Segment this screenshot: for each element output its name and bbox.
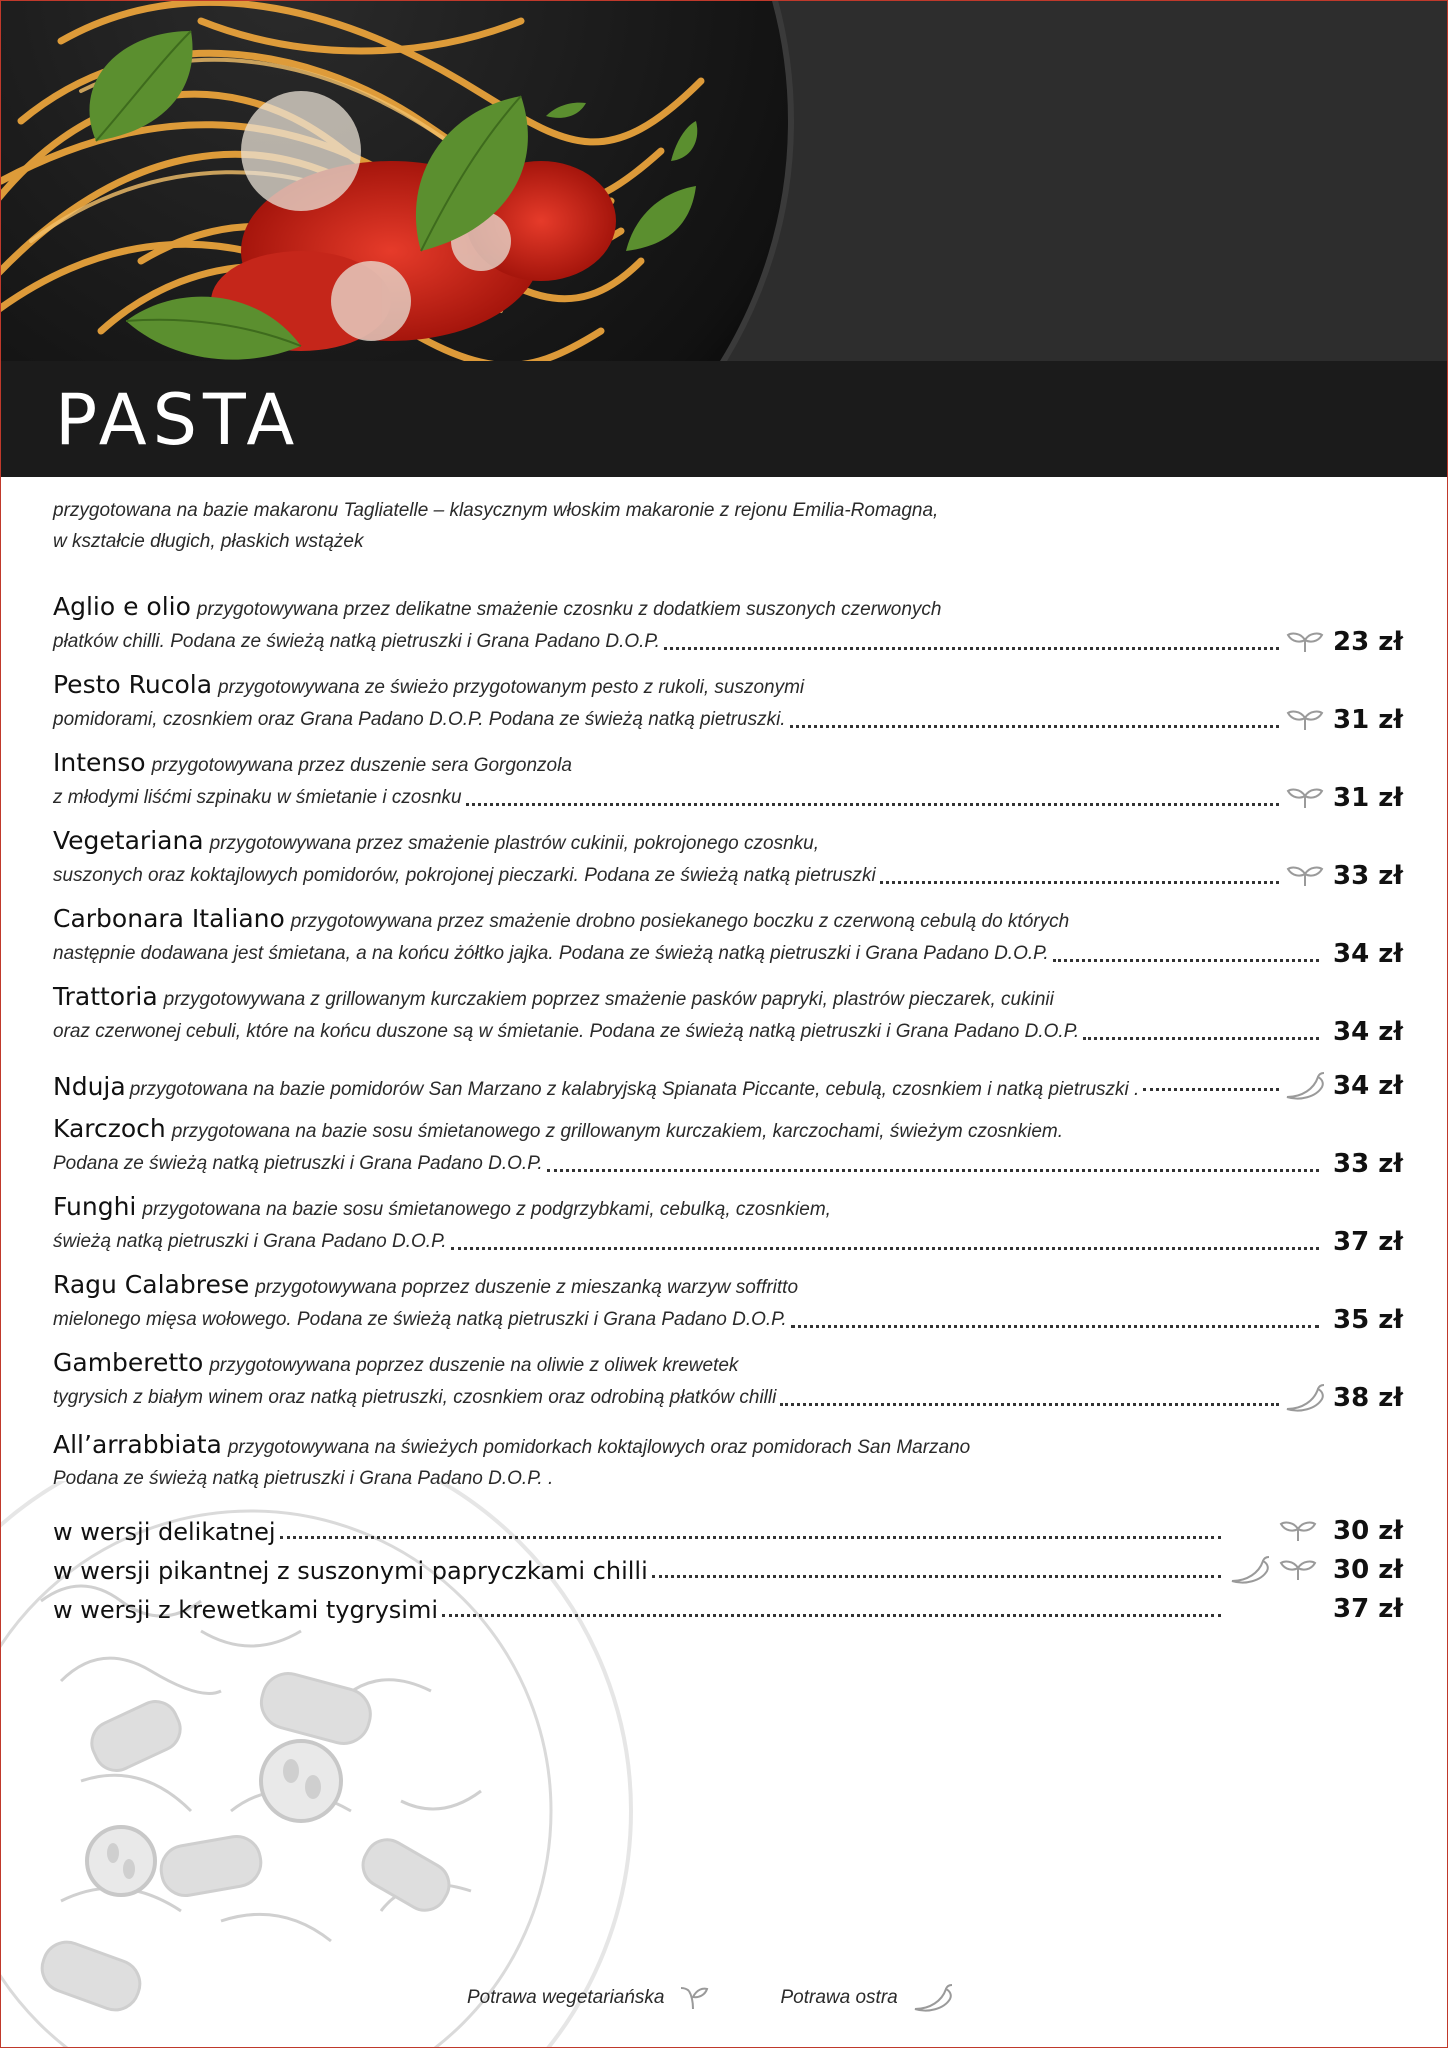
- variant-price: 37 zł: [1332, 1594, 1403, 1624]
- variant-list: [53, 1507, 1403, 1624]
- item-price: 33 zł: [1332, 1149, 1403, 1179]
- item-description: przygotowana na bazie pomidorów San Marzano z kalabryjską Spianata Piccante, cebulą, czosnkiem i natką pietruszki .: [129, 1079, 1140, 1100]
- menu-item: [53, 1111, 1403, 1189]
- leaf-icon: [1286, 864, 1324, 888]
- dot-leader: [791, 1325, 1319, 1328]
- dot-leader: [451, 1247, 1319, 1250]
- leaf-icon: [679, 1985, 709, 2011]
- item-description: przygotowywana poprzez duszenie z mieszanką warzyw soffritto: [255, 1277, 799, 1298]
- item-price: 23 zł: [1332, 627, 1403, 657]
- variant-name: w wersji delikatnej: [53, 1518, 276, 1546]
- chili-icon: [1284, 1071, 1326, 1101]
- menu-item-nduja: [53, 1057, 1403, 1101]
- item-description: przygotowywana z grillowanym kurczakiem poprzez smażenie pasków papryki, plastrów pieczarek, cukinii: [163, 989, 1054, 1010]
- variant-name: w wersji pikantnej z suszonymi papryczkami chilli: [53, 1557, 648, 1585]
- menu-item: [53, 901, 1403, 979]
- legend: [467, 1983, 954, 2013]
- dot-leader: [780, 1403, 1279, 1406]
- item-price: 34 zł: [1332, 939, 1403, 969]
- item-name: Funghi: [53, 1192, 137, 1221]
- variant-row: [53, 1546, 1403, 1585]
- item-description: z młodymi liśćmi szpinaku w śmietanie i czosnku: [53, 787, 462, 808]
- page-title: PASTA: [55, 379, 301, 461]
- item-price: 34 zł: [1332, 1071, 1403, 1101]
- item-description: przygotowywana poprzez duszenie na oliwie z oliwek krewetek: [209, 1355, 739, 1376]
- item-description: płatków chilli. Podana ze świeżą natką pietruszki i Grana Padano D.O.P.: [53, 631, 660, 652]
- item-description: mielonego mięsa wołowego. Podana ze świeżą natką pietruszki i Grana Padano D.O.P.: [53, 1309, 787, 1330]
- item-name: Karczoch: [53, 1114, 166, 1143]
- item-description: Podana ze świeżą natką pietruszki i Grana Padano D.O.P.: [53, 1153, 543, 1174]
- dot-leader: [790, 725, 1279, 728]
- item-name: Aglio e olio: [53, 592, 191, 621]
- dot-leader: [880, 881, 1279, 884]
- dot-leader: [1053, 959, 1319, 962]
- item-description: przygotowywana przez duszenie sera Gorgonzola: [151, 755, 572, 776]
- item-name: Nduja: [53, 1072, 126, 1101]
- pasta-photo: [1, 1, 1448, 361]
- item-name: All’arrabbiata: [53, 1430, 222, 1459]
- item-name: Carbonara Italiano: [53, 904, 285, 933]
- leaf-icon: [1279, 1558, 1317, 1582]
- item-description: następnie dodawana jest śmietana, a na końcu żółtko jajka. Podana ze świeżą natką pietruszki i Grana Padano D.O.P.: [53, 943, 1049, 964]
- dot-leader: [280, 1536, 1221, 1539]
- variant-row: [53, 1507, 1403, 1546]
- menu-items: [53, 589, 1403, 1423]
- leaf-icon: [1286, 630, 1324, 654]
- menu-item: [53, 1189, 1403, 1267]
- item-name: Ragu Calabrese: [53, 1270, 250, 1299]
- chili-icon: [912, 1983, 954, 2013]
- item-name: Pesto Rucola: [53, 670, 213, 699]
- leaf-icon: [1279, 1519, 1317, 1543]
- item-description: oraz czerwonej cebuli, które na końcu duszone są w śmietanie. Podana ze świeżą natką pietruszki i Grana Padano D.O.P.: [53, 1021, 1080, 1042]
- item-price: 31 zł: [1332, 705, 1403, 735]
- menu-item: [53, 745, 1403, 823]
- menu-item: [53, 589, 1403, 667]
- variant-price: 30 zł: [1332, 1516, 1403, 1546]
- dot-leader: [652, 1575, 1221, 1578]
- item-description: przygotowywana przez smażenie drobno posiekanego boczku z czerwoną cebulą do których: [290, 911, 1070, 932]
- dot-leader: [442, 1614, 1221, 1617]
- intro-text: [53, 495, 1253, 557]
- item-description: przygotowywana przez delikatne smażenie czosnku z dodatkiem suszonych czerwonych: [196, 599, 942, 620]
- dot-leader: [1083, 1037, 1319, 1040]
- menu-item: [53, 1267, 1403, 1345]
- item-name: Intenso: [53, 748, 146, 777]
- menu-item: [53, 823, 1403, 901]
- chili-icon: [1284, 1383, 1326, 1413]
- item-description: pomidorami, czosnkiem oraz Grana Padano D.O.P. Podana ze świeżą natką pietruszki.: [53, 709, 786, 730]
- dot-leader: [466, 803, 1279, 806]
- dot-leader: [547, 1169, 1319, 1172]
- dot-leader: [1143, 1088, 1279, 1091]
- variant-row: [53, 1585, 1403, 1624]
- item-description: przygotowywana na świeżych pomidorkach koktajlowych oraz pomidorach San Marzano: [227, 1437, 971, 1458]
- variant-name: w wersji z krewetkami tygrysimi: [53, 1596, 439, 1624]
- item-description: tygrysich z białym winem oraz natką pietruszki, czosnkiem oraz odrobiną płatków chilli: [53, 1387, 777, 1408]
- variant-price: 30 zł: [1332, 1555, 1403, 1585]
- item-description: Podana ze świeżą natką pietruszki i Grana Padano D.O.P. .: [53, 1468, 554, 1489]
- item-description: suszonych oraz koktajlowych pomidorów, pokrojonej pieczarki. Podana ze świeżą natką pietruszki: [53, 865, 876, 886]
- item-name: Gamberetto: [53, 1348, 204, 1377]
- item-description: przygotowana na bazie sosu śmietanowego z podgrzybkami, cebulką, czosnkiem,: [142, 1199, 831, 1220]
- menu-item-arrabbiata: [53, 1427, 1403, 1624]
- item-price: 31 zł: [1332, 783, 1403, 813]
- leaf-icon: [1286, 708, 1324, 732]
- item-description: przygotowywana przez smażenie plastrów cukinii, pokrojonego czosnku,: [209, 833, 819, 854]
- item-price: 37 zł: [1332, 1227, 1403, 1257]
- item-description: przygotowana na bazie sosu śmietanowego z grillowanym kurczakiem, karczochami, świeżym czosnkiem.: [171, 1121, 1064, 1142]
- chili-icon: [1229, 1555, 1271, 1585]
- intro-line: w kształcie długich, płaskich wstążek: [53, 531, 364, 552]
- legend-vegetarian-label: Potrawa wegetariańska: [467, 1987, 665, 2008]
- title-band: [1, 361, 1448, 477]
- item-description: przygotowywana ze świeżo przygotowanym pesto z rukoli, suszonymi: [218, 677, 805, 698]
- legend-spicy-label: Potrawa ostra: [780, 1987, 898, 2008]
- dot-leader: [664, 647, 1279, 650]
- item-price: 35 zł: [1332, 1305, 1403, 1335]
- leaf-icon: [1286, 786, 1324, 810]
- menu-item: [53, 1345, 1403, 1423]
- item-price: 33 zł: [1332, 861, 1403, 891]
- item-price: 38 zł: [1332, 1383, 1403, 1413]
- menu-item: [53, 667, 1403, 745]
- item-description: świeżą natką pietruszki i Grana Padano D.O.P.: [53, 1231, 447, 1252]
- intro-line: przygotowana na bazie makaronu Tagliatelle – klasycznym włoskim makaronie z rejonu Emilia-Romagna,: [53, 500, 939, 521]
- item-name: Vegetariana: [53, 826, 204, 855]
- item-price: 34 zł: [1332, 1017, 1403, 1047]
- menu-item: [53, 979, 1403, 1057]
- item-name: Trattoria: [53, 982, 158, 1011]
